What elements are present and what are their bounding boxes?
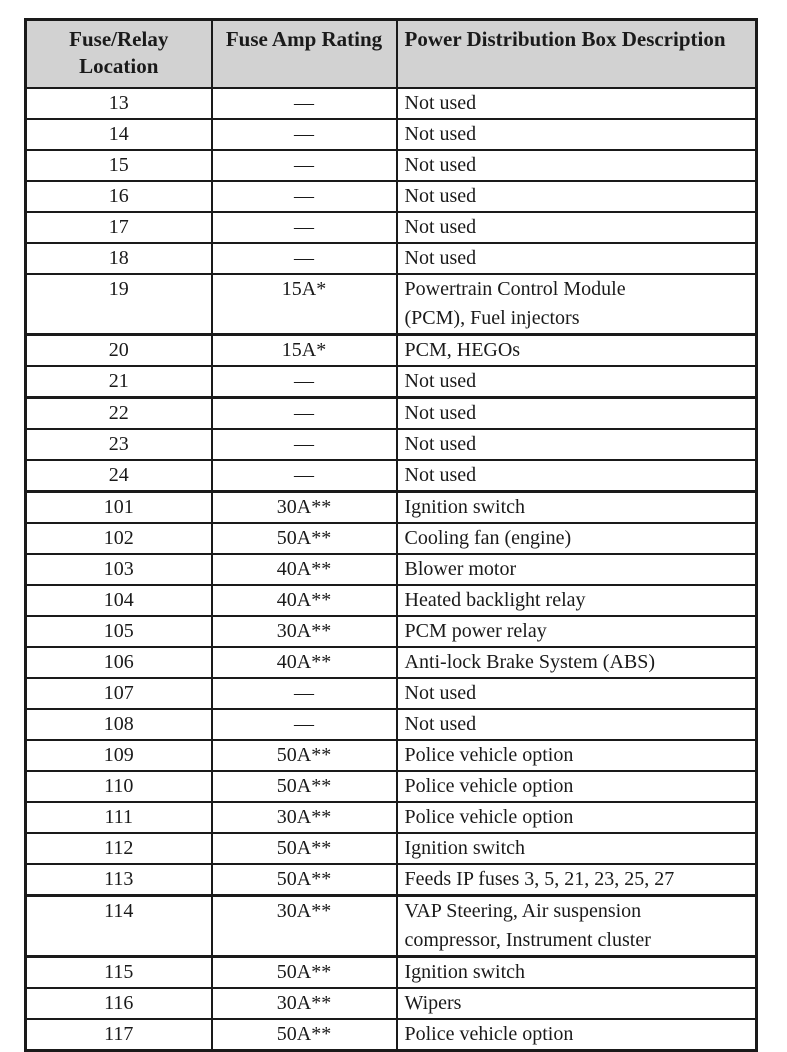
cell-description (397, 833, 757, 864)
cell-line-1: 50A** (276, 527, 332, 549)
cell-fuse-relay-location (26, 1019, 212, 1051)
cell-line-1: Not used (404, 464, 477, 486)
cell-fuse-relay-location (26, 150, 212, 181)
cell-fuse-amp-rating (212, 243, 397, 274)
table-row (26, 988, 757, 1019)
cell-fuse-amp-rating (212, 335, 397, 367)
table-row (26, 119, 757, 150)
fuse-relay-table-container (24, 18, 755, 1052)
cell-line-1: 107 (103, 682, 134, 704)
cell-line-1: PCM, HEGOs (404, 339, 521, 361)
cell-description (397, 616, 757, 647)
cell-fuse-relay-location (26, 88, 212, 119)
table-row (26, 243, 757, 274)
cell-fuse-relay-location (26, 833, 212, 864)
cell-line-1: 50A** (276, 744, 332, 766)
cell-line-1: 30A** (276, 992, 332, 1014)
cell-fuse-relay-location (26, 709, 212, 740)
table-row (26, 678, 757, 709)
cell-line-1: Police vehicle option (404, 1023, 574, 1045)
cell-fuse-amp-rating (212, 554, 397, 585)
cell-line-1: — (294, 402, 314, 424)
cell-line-1: Anti-lock Brake System (ABS) (404, 651, 656, 673)
cell-line-1: 105 (103, 620, 134, 642)
cell-line-1: — (294, 123, 314, 145)
cell-line-1: 40A** (276, 589, 332, 611)
cell-description (397, 585, 757, 616)
cell-line-1: Police vehicle option (404, 775, 574, 797)
cell-fuse-relay-location (26, 554, 212, 585)
cell-fuse-amp-rating (212, 833, 397, 864)
column-header-line-1: Fuse/Relay (69, 27, 169, 51)
cell-line-1: 30A** (276, 900, 332, 922)
cell-description (397, 957, 757, 989)
cell-fuse-amp-rating (212, 181, 397, 212)
cell-line-1: Police vehicle option (404, 806, 574, 828)
cell-description (397, 88, 757, 119)
cell-fuse-amp-rating (212, 150, 397, 181)
cell-line-1: 14 (108, 123, 129, 145)
cell-line-1: 30A** (276, 806, 332, 828)
cell-line-1: 115 (104, 961, 134, 983)
cell-fuse-amp-rating (212, 864, 397, 896)
table-row (26, 709, 757, 740)
cell-line-1: — (294, 682, 314, 704)
cell-description (397, 523, 757, 554)
column-header-line-1: Fuse Amp (225, 27, 317, 51)
cell-description (397, 740, 757, 771)
cell-fuse-relay-location (26, 896, 212, 957)
cell-fuse-amp-rating (212, 119, 397, 150)
cell-fuse-amp-rating (212, 616, 397, 647)
cell-fuse-amp-rating (212, 957, 397, 989)
cell-fuse-relay-location (26, 957, 212, 989)
cell-description (397, 212, 757, 243)
cell-fuse-amp-rating (212, 802, 397, 833)
column-header-fuse-amp-rating (212, 20, 397, 89)
header-row (26, 20, 757, 89)
cell-fuse-relay-location (26, 492, 212, 524)
cell-line-1: Cooling fan (engine) (404, 527, 572, 549)
cell-line-1: 19 (108, 278, 129, 300)
cell-fuse-relay-location (26, 366, 212, 398)
cell-line-1: 18 (108, 247, 129, 269)
cell-fuse-amp-rating (212, 88, 397, 119)
cell-description (397, 802, 757, 833)
cell-fuse-amp-rating (212, 647, 397, 678)
table-row (26, 896, 757, 957)
cell-line-1: 50A** (276, 868, 332, 890)
cell-line-1: 110 (104, 775, 134, 797)
table-row (26, 335, 757, 367)
cell-description (397, 335, 757, 367)
table-row (26, 523, 757, 554)
cell-line-1: 17 (108, 216, 129, 238)
cell-line-1: Feeds IP fuses 3, 5, 21, 23, 25, 27 (404, 868, 675, 890)
cell-fuse-amp-rating (212, 585, 397, 616)
cell-line-1: Powertrain Control Module (404, 278, 626, 300)
cell-fuse-amp-rating (212, 771, 397, 802)
cell-fuse-relay-location (26, 460, 212, 492)
cell-line-2: compressor, Instrument cluster (404, 929, 651, 951)
cell-line-1: 20 (108, 339, 129, 361)
cell-line-1: — (294, 185, 314, 207)
cell-line-1: Ignition switch (404, 496, 526, 518)
cell-line-1: 116 (104, 992, 134, 1014)
table-row (26, 88, 757, 119)
cell-line-1: Not used (404, 185, 477, 207)
cell-line-1: Police vehicle option (404, 744, 574, 766)
cell-fuse-amp-rating (212, 366, 397, 398)
cell-fuse-relay-location (26, 335, 212, 367)
cell-line-1: 102 (103, 527, 134, 549)
cell-line-1: — (294, 247, 314, 269)
table-row (26, 957, 757, 989)
cell-line-1: 15A* (281, 339, 327, 361)
cell-line-1: 50A** (276, 837, 332, 859)
cell-line-1: Not used (404, 402, 477, 424)
column-header-power-distribution-box-description (397, 20, 757, 89)
cell-line-1: 50A** (276, 775, 332, 797)
cell-line-1: 16 (108, 185, 129, 207)
cell-description (397, 647, 757, 678)
cell-fuse-relay-location (26, 119, 212, 150)
cell-description (397, 492, 757, 524)
cell-line-1: 13 (108, 92, 129, 114)
table-row (26, 802, 757, 833)
cell-fuse-amp-rating (212, 274, 397, 335)
cell-fuse-relay-location (26, 181, 212, 212)
table-row (26, 492, 757, 524)
cell-description (397, 460, 757, 492)
cell-line-1: Heated backlight relay (404, 589, 586, 611)
table-row (26, 740, 757, 771)
cell-fuse-relay-location (26, 864, 212, 896)
cell-line-1: Not used (404, 433, 477, 455)
cell-fuse-amp-rating (212, 896, 397, 957)
cell-fuse-amp-rating (212, 460, 397, 492)
cell-fuse-amp-rating (212, 678, 397, 709)
cell-line-1: 111 (104, 806, 133, 828)
cell-fuse-relay-location (26, 523, 212, 554)
table-header (26, 20, 757, 89)
table-row (26, 274, 757, 335)
cell-description (397, 119, 757, 150)
cell-fuse-amp-rating (212, 988, 397, 1019)
table-row (26, 1019, 757, 1051)
cell-fuse-relay-location (26, 988, 212, 1019)
table-row (26, 554, 757, 585)
cell-description (397, 243, 757, 274)
fuse-relay-table (24, 18, 758, 1052)
cell-line-1: 40A** (276, 651, 332, 673)
cell-line-1: 117 (104, 1023, 134, 1045)
cell-fuse-relay-location (26, 212, 212, 243)
cell-line-1: Not used (404, 154, 477, 176)
cell-line-1: 109 (103, 744, 134, 766)
table-row (26, 585, 757, 616)
cell-fuse-amp-rating (212, 492, 397, 524)
cell-line-1: 30A** (276, 620, 332, 642)
cell-line-1: Not used (404, 216, 477, 238)
cell-line-1: Not used (404, 713, 477, 735)
cell-fuse-amp-rating (212, 212, 397, 243)
cell-line-1: — (294, 154, 314, 176)
table-row (26, 181, 757, 212)
cell-line-1: 112 (104, 837, 134, 859)
cell-fuse-amp-rating (212, 1019, 397, 1051)
cell-line-1: — (294, 370, 314, 392)
cell-fuse-relay-location (26, 802, 212, 833)
cell-line-1: 104 (103, 589, 134, 611)
cell-line-1: 23 (108, 433, 129, 455)
table-row (26, 212, 757, 243)
cell-description (397, 1019, 757, 1051)
cell-line-1: Blower motor (404, 558, 517, 580)
cell-line-1: — (294, 464, 314, 486)
cell-line-1: Not used (404, 370, 477, 392)
cell-line-1: — (294, 216, 314, 238)
cell-line-1: 113 (104, 868, 134, 890)
cell-line-1: VAP Steering, Air suspension (404, 900, 642, 922)
cell-description (397, 896, 757, 957)
cell-line-2: (PCM), Fuel injectors (404, 307, 580, 329)
cell-description (397, 366, 757, 398)
cell-fuse-relay-location (26, 678, 212, 709)
cell-line-1: 30A** (276, 496, 332, 518)
cell-fuse-amp-rating (212, 740, 397, 771)
cell-description (397, 398, 757, 430)
cell-fuse-relay-location (26, 398, 212, 430)
column-header-line-1: Power Distribution Box (404, 27, 617, 51)
cell-fuse-relay-location (26, 429, 212, 460)
cell-line-1: 106 (103, 651, 134, 673)
cell-fuse-relay-location (26, 585, 212, 616)
cell-line-1: 22 (108, 402, 129, 424)
cell-line-1: Ignition switch (404, 837, 526, 859)
cell-line-1: 50A** (276, 961, 332, 983)
cell-line-1: 15 (108, 154, 129, 176)
cell-line-1: — (294, 433, 314, 455)
table-row (26, 616, 757, 647)
cell-fuse-amp-rating (212, 429, 397, 460)
cell-line-1: Not used (404, 247, 477, 269)
column-header-line-2: Location (79, 54, 159, 78)
cell-description (397, 554, 757, 585)
cell-description (397, 709, 757, 740)
column-header-fuse-relay-location (26, 20, 212, 89)
column-header-line-2: Description (621, 27, 726, 51)
cell-description (397, 864, 757, 896)
cell-line-1: Not used (404, 92, 477, 114)
cell-line-1: Wipers (404, 992, 462, 1014)
cell-fuse-amp-rating (212, 398, 397, 430)
cell-fuse-relay-location (26, 771, 212, 802)
cell-description (397, 988, 757, 1019)
table-row (26, 771, 757, 802)
cell-line-1: Not used (404, 123, 477, 145)
cell-description (397, 274, 757, 335)
table-row (26, 150, 757, 181)
cell-line-1: 15A* (281, 278, 327, 300)
table-row (26, 864, 757, 896)
cell-description (397, 181, 757, 212)
cell-fuse-amp-rating (212, 709, 397, 740)
cell-line-1: — (294, 92, 314, 114)
cell-description (397, 771, 757, 802)
cell-fuse-relay-location (26, 647, 212, 678)
table-body (26, 88, 757, 1051)
cell-line-1: Ignition switch (404, 961, 526, 983)
cell-line-1: — (294, 713, 314, 735)
cell-description (397, 429, 757, 460)
cell-fuse-relay-location (26, 616, 212, 647)
cell-fuse-relay-location (26, 740, 212, 771)
table-row (26, 429, 757, 460)
cell-line-1: 21 (108, 370, 129, 392)
cell-line-1: 40A** (276, 558, 332, 580)
cell-line-1: 103 (103, 558, 134, 580)
cell-line-1: PCM power relay (404, 620, 547, 642)
table-row (26, 833, 757, 864)
cell-description (397, 150, 757, 181)
cell-description (397, 678, 757, 709)
cell-line-1: 24 (108, 464, 129, 486)
cell-fuse-amp-rating (212, 523, 397, 554)
cell-line-1: Not used (404, 682, 477, 704)
cell-line-1: 114 (104, 900, 134, 922)
cell-line-1: 108 (103, 713, 134, 735)
cell-fuse-relay-location (26, 274, 212, 335)
cell-line-1: 101 (103, 496, 134, 518)
cell-line-1: 50A** (276, 1023, 332, 1045)
table-row (26, 460, 757, 492)
column-header-line-2: Rating (321, 27, 383, 51)
cell-fuse-relay-location (26, 243, 212, 274)
table-row (26, 398, 757, 430)
table-row (26, 647, 757, 678)
table-row (26, 366, 757, 398)
